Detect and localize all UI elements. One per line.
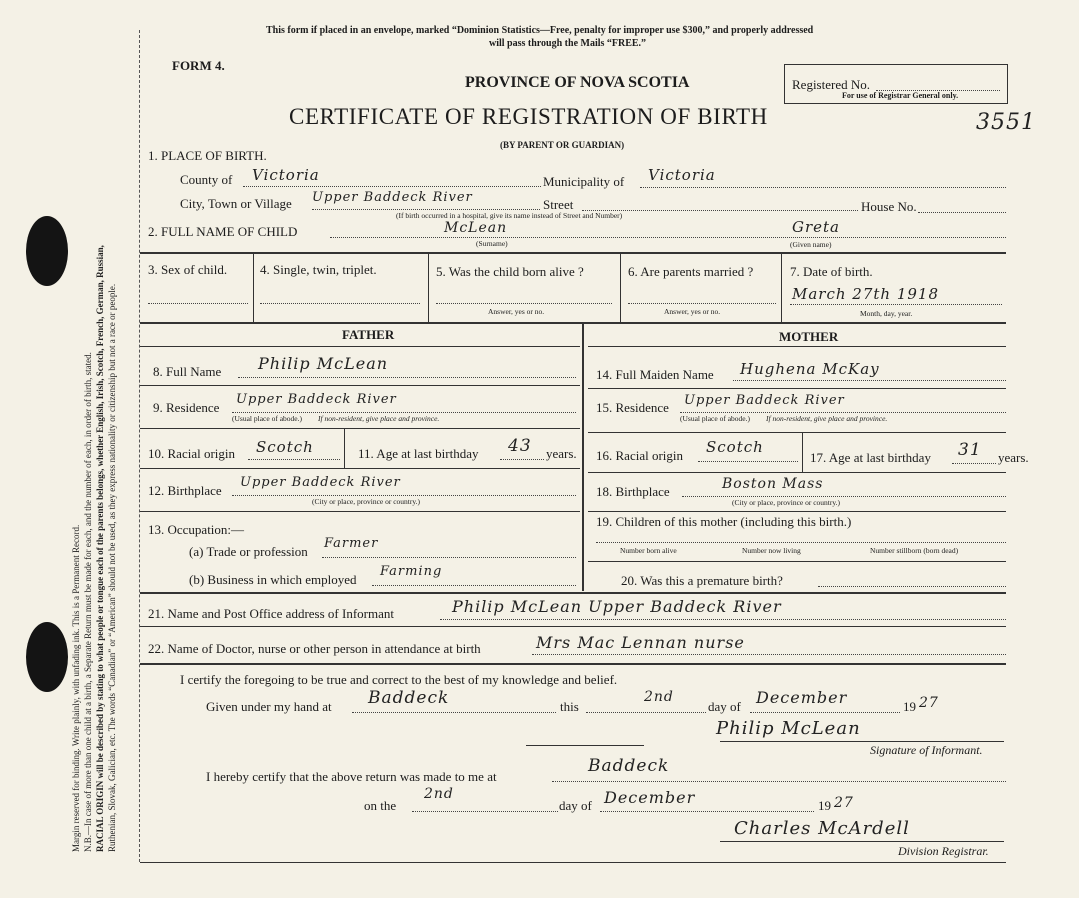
- father-age-label: 11. Age at last birthday: [358, 446, 479, 461]
- given-place-value: Baddeck: [368, 688, 450, 708]
- place-of-birth-label: 1. PLACE OF BIRTH.: [148, 148, 267, 163]
- child-name-label: 2. FULL NAME OF CHILD: [148, 224, 298, 239]
- premature-line: [818, 586, 1006, 587]
- province-heading: PROVINCE OF NOVA SCOTIA: [465, 74, 690, 91]
- parents-center-rule: [582, 323, 584, 591]
- mother-age-divider: [802, 433, 803, 472]
- registrar-year-value: 27: [834, 795, 854, 811]
- premature-label: 20. Was this a premature birth?: [621, 573, 783, 588]
- father-heading: FATHER: [342, 327, 395, 342]
- registrar-place-value: Baddeck: [588, 756, 670, 776]
- informant-signature-rule: [720, 741, 1004, 742]
- father-residence-value: Upper Baddeck River: [236, 392, 397, 407]
- father-birthplace-note: (City or place, province or country.): [312, 497, 421, 506]
- date-of-birth-line: [790, 304, 1002, 305]
- registrar-month-value: December: [604, 788, 696, 807]
- certify-statement: I certify the foregoing to be true and correct to the best of my knowledge and belief.: [180, 672, 618, 687]
- municipality-line: [640, 187, 1006, 188]
- stillborn-count-label: Number stillborn (born dead): [870, 546, 959, 555]
- row3-bottom-rule: [140, 322, 1006, 324]
- trade-label: (a) Trade or profession: [189, 544, 308, 559]
- father-residence-label: 9. Residence: [153, 400, 220, 415]
- sidebar-line-1: Margin reserved for binding. Write plainly, with unfading ink. This is a Permanent Record.: [71, 524, 81, 852]
- parents-married-note: Answer, yes or no.: [664, 307, 721, 316]
- street-line: [582, 210, 858, 211]
- county-value: Victoria: [252, 166, 320, 184]
- father-row-rule-4: [140, 511, 580, 512]
- given-day-of-label: day of: [708, 699, 741, 714]
- mother-residence-note: (Usual place of abode.): [680, 414, 750, 423]
- father-birthplace-line: [232, 495, 576, 496]
- given-this-label: this: [560, 699, 579, 714]
- house-line: [918, 212, 1006, 213]
- row3-div-1: [253, 253, 254, 322]
- binding-hole-bottom: [26, 622, 68, 692]
- father-age-value: 43: [508, 436, 532, 456]
- business-label: (b) Business in which employed: [189, 572, 357, 587]
- given-under-hand-label: Given under my hand at: [206, 699, 332, 714]
- born-alive-note: Answer, yes or no.: [488, 307, 545, 316]
- sidebar-line-3: RACIAL ORIGIN will be described by stating to what people or tongue each of the parents belongs, whether English, Irish, Scotch, French, German, Russian,: [95, 245, 105, 852]
- registrar-place-line: [552, 781, 1006, 782]
- mother-age-value: 31: [958, 440, 982, 460]
- father-age-line: [500, 459, 544, 460]
- given-month-line: [750, 712, 900, 713]
- mother-birthplace-line: [682, 496, 1006, 497]
- informant-signature-label: Signature of Informant.: [870, 743, 983, 757]
- date-of-birth-note: Month, day, year.: [860, 309, 913, 318]
- father-name-label: 8. Full Name: [153, 364, 222, 379]
- child-surname: McLean: [444, 220, 508, 236]
- street-label: Street: [543, 197, 574, 212]
- born-alive-count-label: Number born alive: [620, 546, 677, 555]
- informant-line: [440, 619, 1006, 620]
- father-row-rule-1: [140, 385, 580, 386]
- mother-racial-line: [698, 461, 798, 462]
- mother-residence-line: [680, 412, 1006, 413]
- mother-heading: MOTHER: [779, 329, 839, 344]
- trade-value: Farmer: [324, 536, 379, 551]
- municipality-label: Municipality of: [543, 174, 625, 189]
- informant-label: 21. Name and Post Office address of Informant: [148, 606, 394, 621]
- doctor-label: 22. Name of Doctor, nurse or other person in attendance at birth: [148, 641, 481, 656]
- parents-married-line: [628, 303, 776, 304]
- mother-birthplace-value: Boston Mass: [722, 476, 824, 492]
- registrar-day-of-label: day of: [559, 798, 592, 813]
- county-line: [243, 186, 541, 187]
- given-year-value: 27: [919, 695, 939, 711]
- postal-notice-2: will pass through the Mails “FREE.”: [489, 38, 647, 49]
- registrar-year-prefix: 19: [818, 798, 831, 813]
- born-alive-line: [436, 303, 612, 304]
- parents-married-label: 6. Are parents married ?: [628, 264, 754, 279]
- trade-line: [322, 557, 576, 558]
- father-racial-line: [248, 459, 340, 460]
- occupation-label: 13. Occupation:—: [148, 522, 245, 537]
- child-given-name: Greta: [792, 218, 841, 236]
- form-bottom-rule: [140, 862, 1006, 863]
- row3-div-3: [620, 253, 621, 322]
- father-row-rule-3: [140, 468, 580, 469]
- mother-age-line: [952, 463, 996, 464]
- city-value: Upper Baddeck River: [312, 190, 473, 205]
- margin-rule: [139, 30, 140, 862]
- doctor-line: [532, 654, 1006, 655]
- registrar-day-value: 2nd: [424, 786, 454, 802]
- mother-residence-value: Upper Baddeck River: [684, 393, 845, 408]
- children-line: [596, 542, 1006, 543]
- date-of-birth-label: 7. Date of birth.: [790, 264, 873, 279]
- house-no-label: House No.: [861, 199, 917, 214]
- father-residence-note-2: If non-resident, give place and province.: [318, 414, 440, 423]
- child-name-line: [330, 237, 1006, 238]
- registrar-signature-label: Division Registrar.: [898, 844, 989, 858]
- city-line: [312, 209, 540, 210]
- given-place-line: [352, 712, 556, 713]
- registrar-on-label: on the: [364, 798, 397, 813]
- sidebar-instructions: [70, 152, 118, 852]
- children-label: 19. Children of this mother (including this birth.): [596, 514, 852, 529]
- given-day-line: [586, 712, 706, 713]
- date-of-birth-value: March 27th 1918: [792, 285, 940, 303]
- doctor-rule: [140, 663, 1006, 665]
- registrar-month-line: [600, 811, 814, 812]
- mother-birthplace-note: (City or place, province or country.): [732, 498, 841, 507]
- county-label: County of: [180, 172, 233, 187]
- registrar-day-line: [412, 811, 558, 812]
- business-value: Farming: [380, 564, 443, 579]
- registered-number: 3551: [976, 110, 1036, 135]
- now-living-count-label: Number now living: [742, 546, 801, 555]
- mother-row-rule-2: [588, 432, 1006, 433]
- certificate-title: CERTIFICATE OF REGISTRATION OF BIRTH: [289, 104, 768, 129]
- given-day-value: 2nd: [644, 689, 674, 705]
- certificate-subtitle: (BY PARENT OR GUARDIAN): [500, 140, 625, 150]
- father-years-label: years.: [546, 446, 577, 461]
- mother-name-line: [733, 380, 1006, 381]
- mother-racial-value: Scotch: [706, 438, 764, 456]
- registered-label: Registered No.: [792, 77, 870, 92]
- father-heading-rule: [140, 346, 580, 347]
- mother-name-value: Hughena McKay: [740, 360, 880, 378]
- plural-birth-label: 4. Single, twin, triplet.: [260, 262, 377, 277]
- mother-residence-label: 15. Residence: [596, 400, 669, 415]
- informant-rule: [140, 626, 1006, 627]
- doctor-value: Mrs Mac Lennan nurse: [536, 633, 745, 652]
- registrar-signature: Charles McArdell: [734, 818, 910, 839]
- mother-age-label: 17. Age at last birthday: [810, 450, 931, 465]
- mother-racial-label: 16. Racial origin: [596, 448, 684, 463]
- father-racial-label: 10. Racial origin: [148, 446, 236, 461]
- city-label: City, Town or Village: [180, 196, 292, 211]
- father-name-line: [238, 377, 576, 378]
- row3-top-rule: [140, 252, 1006, 254]
- father-birthplace-value: Upper Baddeck River: [240, 475, 401, 490]
- mother-row-rule-4: [588, 511, 1006, 512]
- registered-note: For use of Registrar General only.: [842, 91, 959, 100]
- father-row-rule-2: [140, 428, 580, 429]
- informant-value: Philip McLean Upper Baddeck River: [452, 597, 782, 616]
- sex-label: 3. Sex of child.: [148, 262, 228, 277]
- father-age-divider: [344, 429, 345, 468]
- business-line: [372, 585, 576, 586]
- father-birthplace-label: 12. Birthplace: [148, 483, 222, 498]
- binding-hole-top: [26, 216, 68, 286]
- child-given-label: (Given name): [790, 240, 832, 249]
- father-residence-line: [232, 412, 576, 413]
- registrar-statement: I hereby certify that the above return was made to me at: [206, 769, 497, 784]
- parents-bottom-rule: [140, 592, 1006, 594]
- sex-line: [148, 303, 248, 304]
- separator-rule: [526, 745, 644, 746]
- plural-birth-line: [260, 303, 420, 304]
- informant-signature: Philip McLean: [716, 718, 861, 739]
- mother-residence-note-2: If non-resident, give place and province.: [766, 414, 888, 423]
- postal-notice-1: This form if placed in an envelope, marked “Dominion Statistics—Free, penalty for improper use $300,” and properly addressed: [266, 25, 814, 36]
- street-note: (If birth occurred in a hospital, give its name instead of Street and Number): [396, 211, 623, 220]
- mother-row-rule-3: [588, 472, 1006, 473]
- given-year-prefix: 19: [903, 699, 916, 714]
- form-number: FORM 4.: [172, 58, 225, 73]
- registrar-signature-rule: [720, 841, 1004, 842]
- mother-row-rule-5: [588, 561, 1006, 562]
- municipality-value: Victoria: [648, 166, 716, 184]
- father-residence-note: (Usual place of abode.): [232, 414, 302, 423]
- sidebar-line-4: Ruthenian, Slovak, Galician, etc. The words “Canadian” or “American” should not be used, as they express nationality or citizenship but not a race or people.: [107, 283, 117, 852]
- father-name-value: Philip McLean: [258, 354, 389, 373]
- mother-birthplace-label: 18. Birthplace: [596, 484, 670, 499]
- row3-div-4: [781, 253, 782, 322]
- born-alive-label: 5. Was the child born alive ?: [436, 264, 584, 279]
- child-surname-label: (Surname): [476, 239, 508, 248]
- sidebar-line-2: N.B.—In case of more than one child at a birth, a Separate Return must be made for each, and the number of each, in order of birth, stated.: [83, 352, 93, 852]
- mother-name-label: 14. Full Maiden Name: [596, 367, 714, 382]
- mother-years-label: years.: [998, 450, 1029, 465]
- mother-row-rule-1: [588, 388, 1006, 389]
- father-racial-value: Scotch: [256, 438, 314, 456]
- mother-heading-rule: [588, 346, 1006, 347]
- given-month-value: December: [756, 688, 848, 707]
- row3-div-2: [428, 253, 429, 322]
